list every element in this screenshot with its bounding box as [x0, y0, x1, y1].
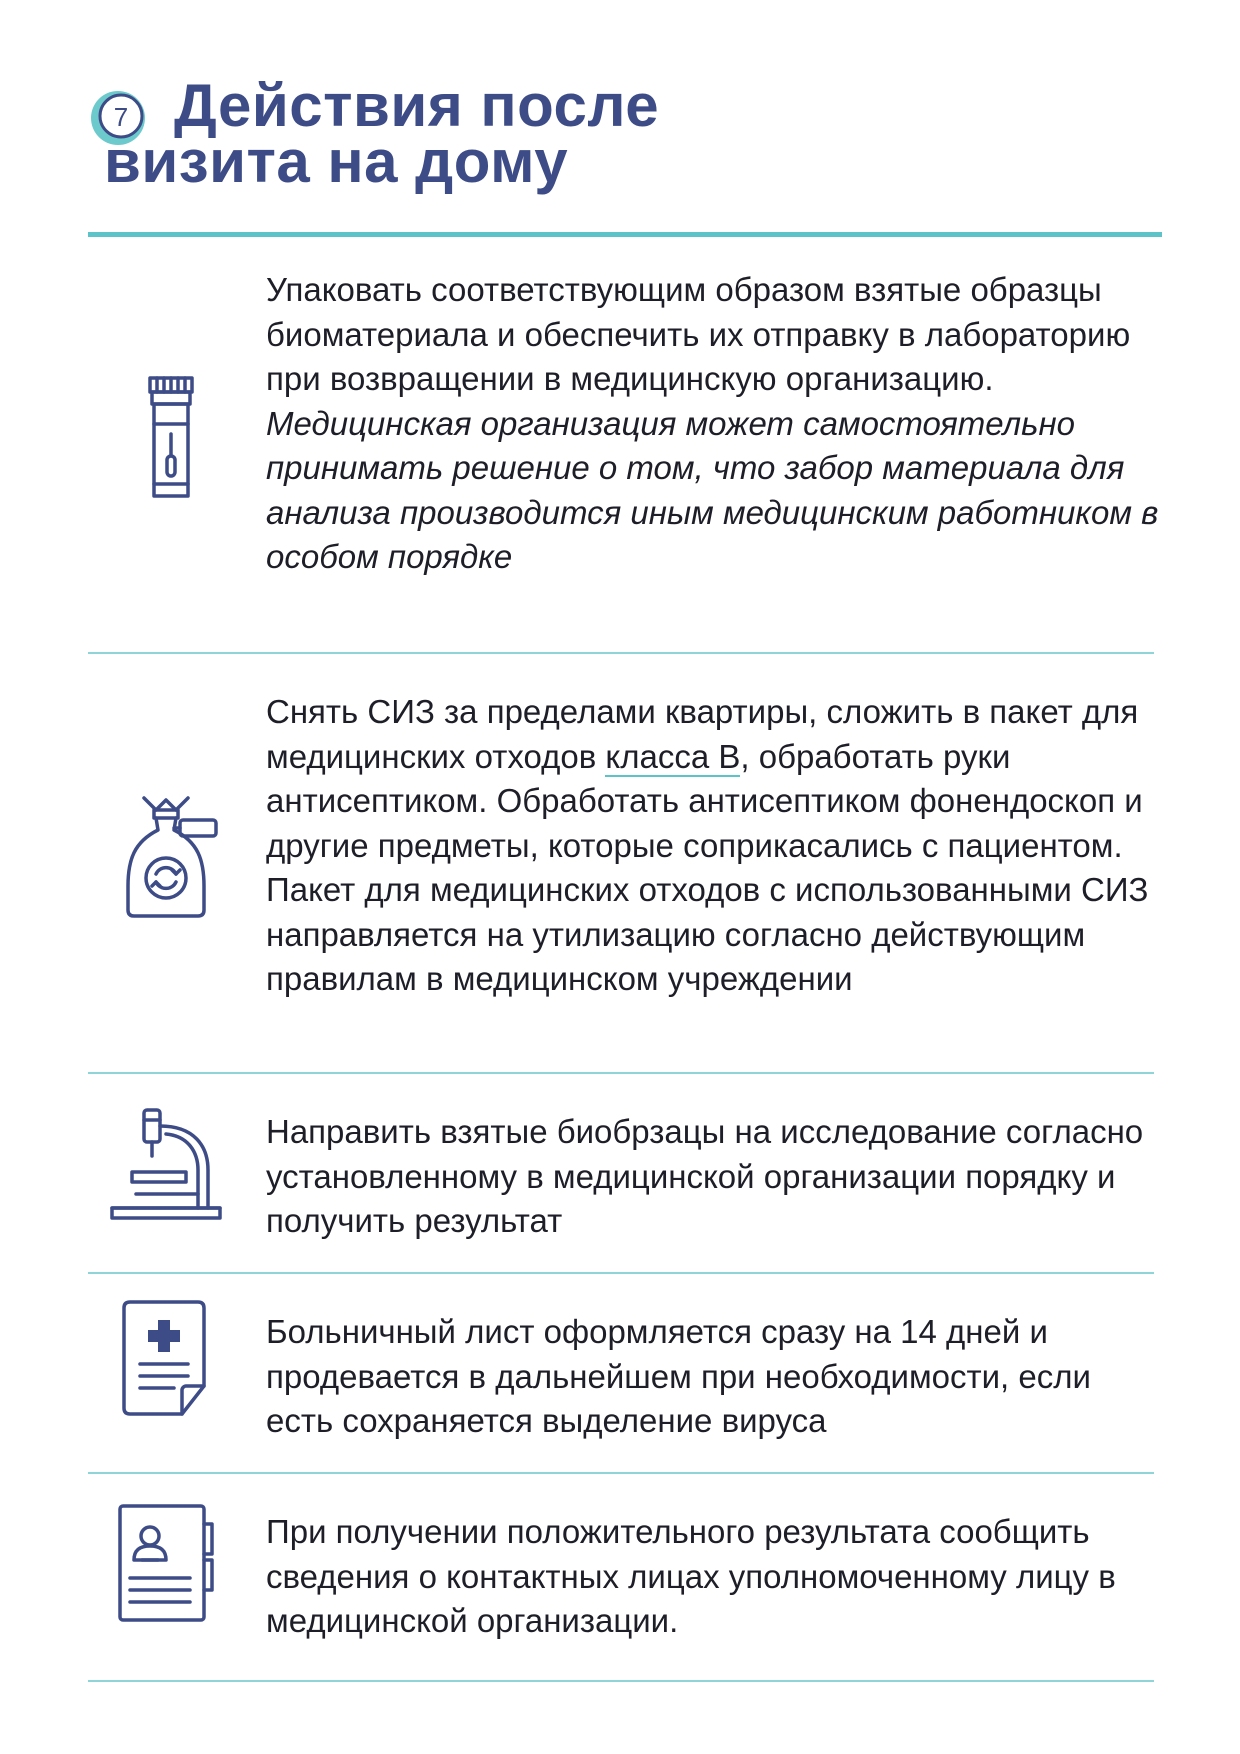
instruction-text [266, 690, 1162, 1002]
section-ppe-disposal [88, 690, 1162, 1060]
section-sample-packaging [88, 268, 1162, 628]
section-text [266, 268, 1162, 580]
instruction-text-part: Снять СИЗ за пределами квартиры, сложить в пакет для медицинских отходов [266, 693, 1139, 775]
test-tube-icon [104, 370, 238, 504]
microscope-icon [104, 1104, 238, 1238]
section-text [266, 690, 1162, 1002]
contact-file-icon [104, 1496, 238, 1630]
instruction-text: Больничный лист оформляется сразу на 14 дней и продевается в дальнейшем при необходимости, если есть сохраняется выделение вируса [266, 1313, 1091, 1439]
header-divider [88, 232, 1162, 237]
instruction-text: Упаковать соответствующим образом взятые образцы биоматериала и обеспечить их отправку в лабораторию при возвращении в медицинскую организацию. [266, 271, 1131, 397]
section-divider [88, 1680, 1154, 1682]
title-line-1: Действия после [174, 72, 660, 139]
waste-bag-icon [104, 790, 238, 924]
title-line-2: визита на дому [104, 128, 569, 195]
page-title [104, 72, 660, 195]
instruction-text-part: , обработать руки антисептиком. Обработать антисептиком фонендоскоп и другие предметы, которые соприкасались с пациентом. Пакет для медицинских отходов с использованными СИЗ направляется на утилизацию согласно действующим правилам в медицинском учреждении [266, 737, 1149, 997]
section-text [266, 1310, 1162, 1444]
section-divider [88, 1272, 1154, 1274]
section-contact-report [88, 1510, 1162, 1639]
instruction-text: При получении положительного результата сообщить сведения о контактных лицах уполномоченному лицу в медицинской организации. [266, 1513, 1116, 1639]
section-text [266, 1510, 1162, 1644]
step-number: 7 [113, 102, 129, 132]
instruction-note: Медицинская организация может самостоятельно принимать решение о том, что забор материала для анализа производится иным медицинским работником в особом порядке [266, 404, 1159, 575]
section-divider [88, 652, 1154, 654]
section-text [266, 1110, 1162, 1244]
section-divider [88, 1472, 1154, 1474]
section-divider [88, 1072, 1154, 1074]
instruction-text: Направить взятые биобрзацы на исследование согласно установленному в медицинской организации порядку и получить результат [266, 1113, 1144, 1239]
medical-document-icon [104, 1294, 238, 1428]
section-sick-leave [88, 1310, 1162, 1439]
waste-class-link[interactable]: класса В [605, 737, 741, 775]
section-send-samples [88, 1110, 1162, 1239]
